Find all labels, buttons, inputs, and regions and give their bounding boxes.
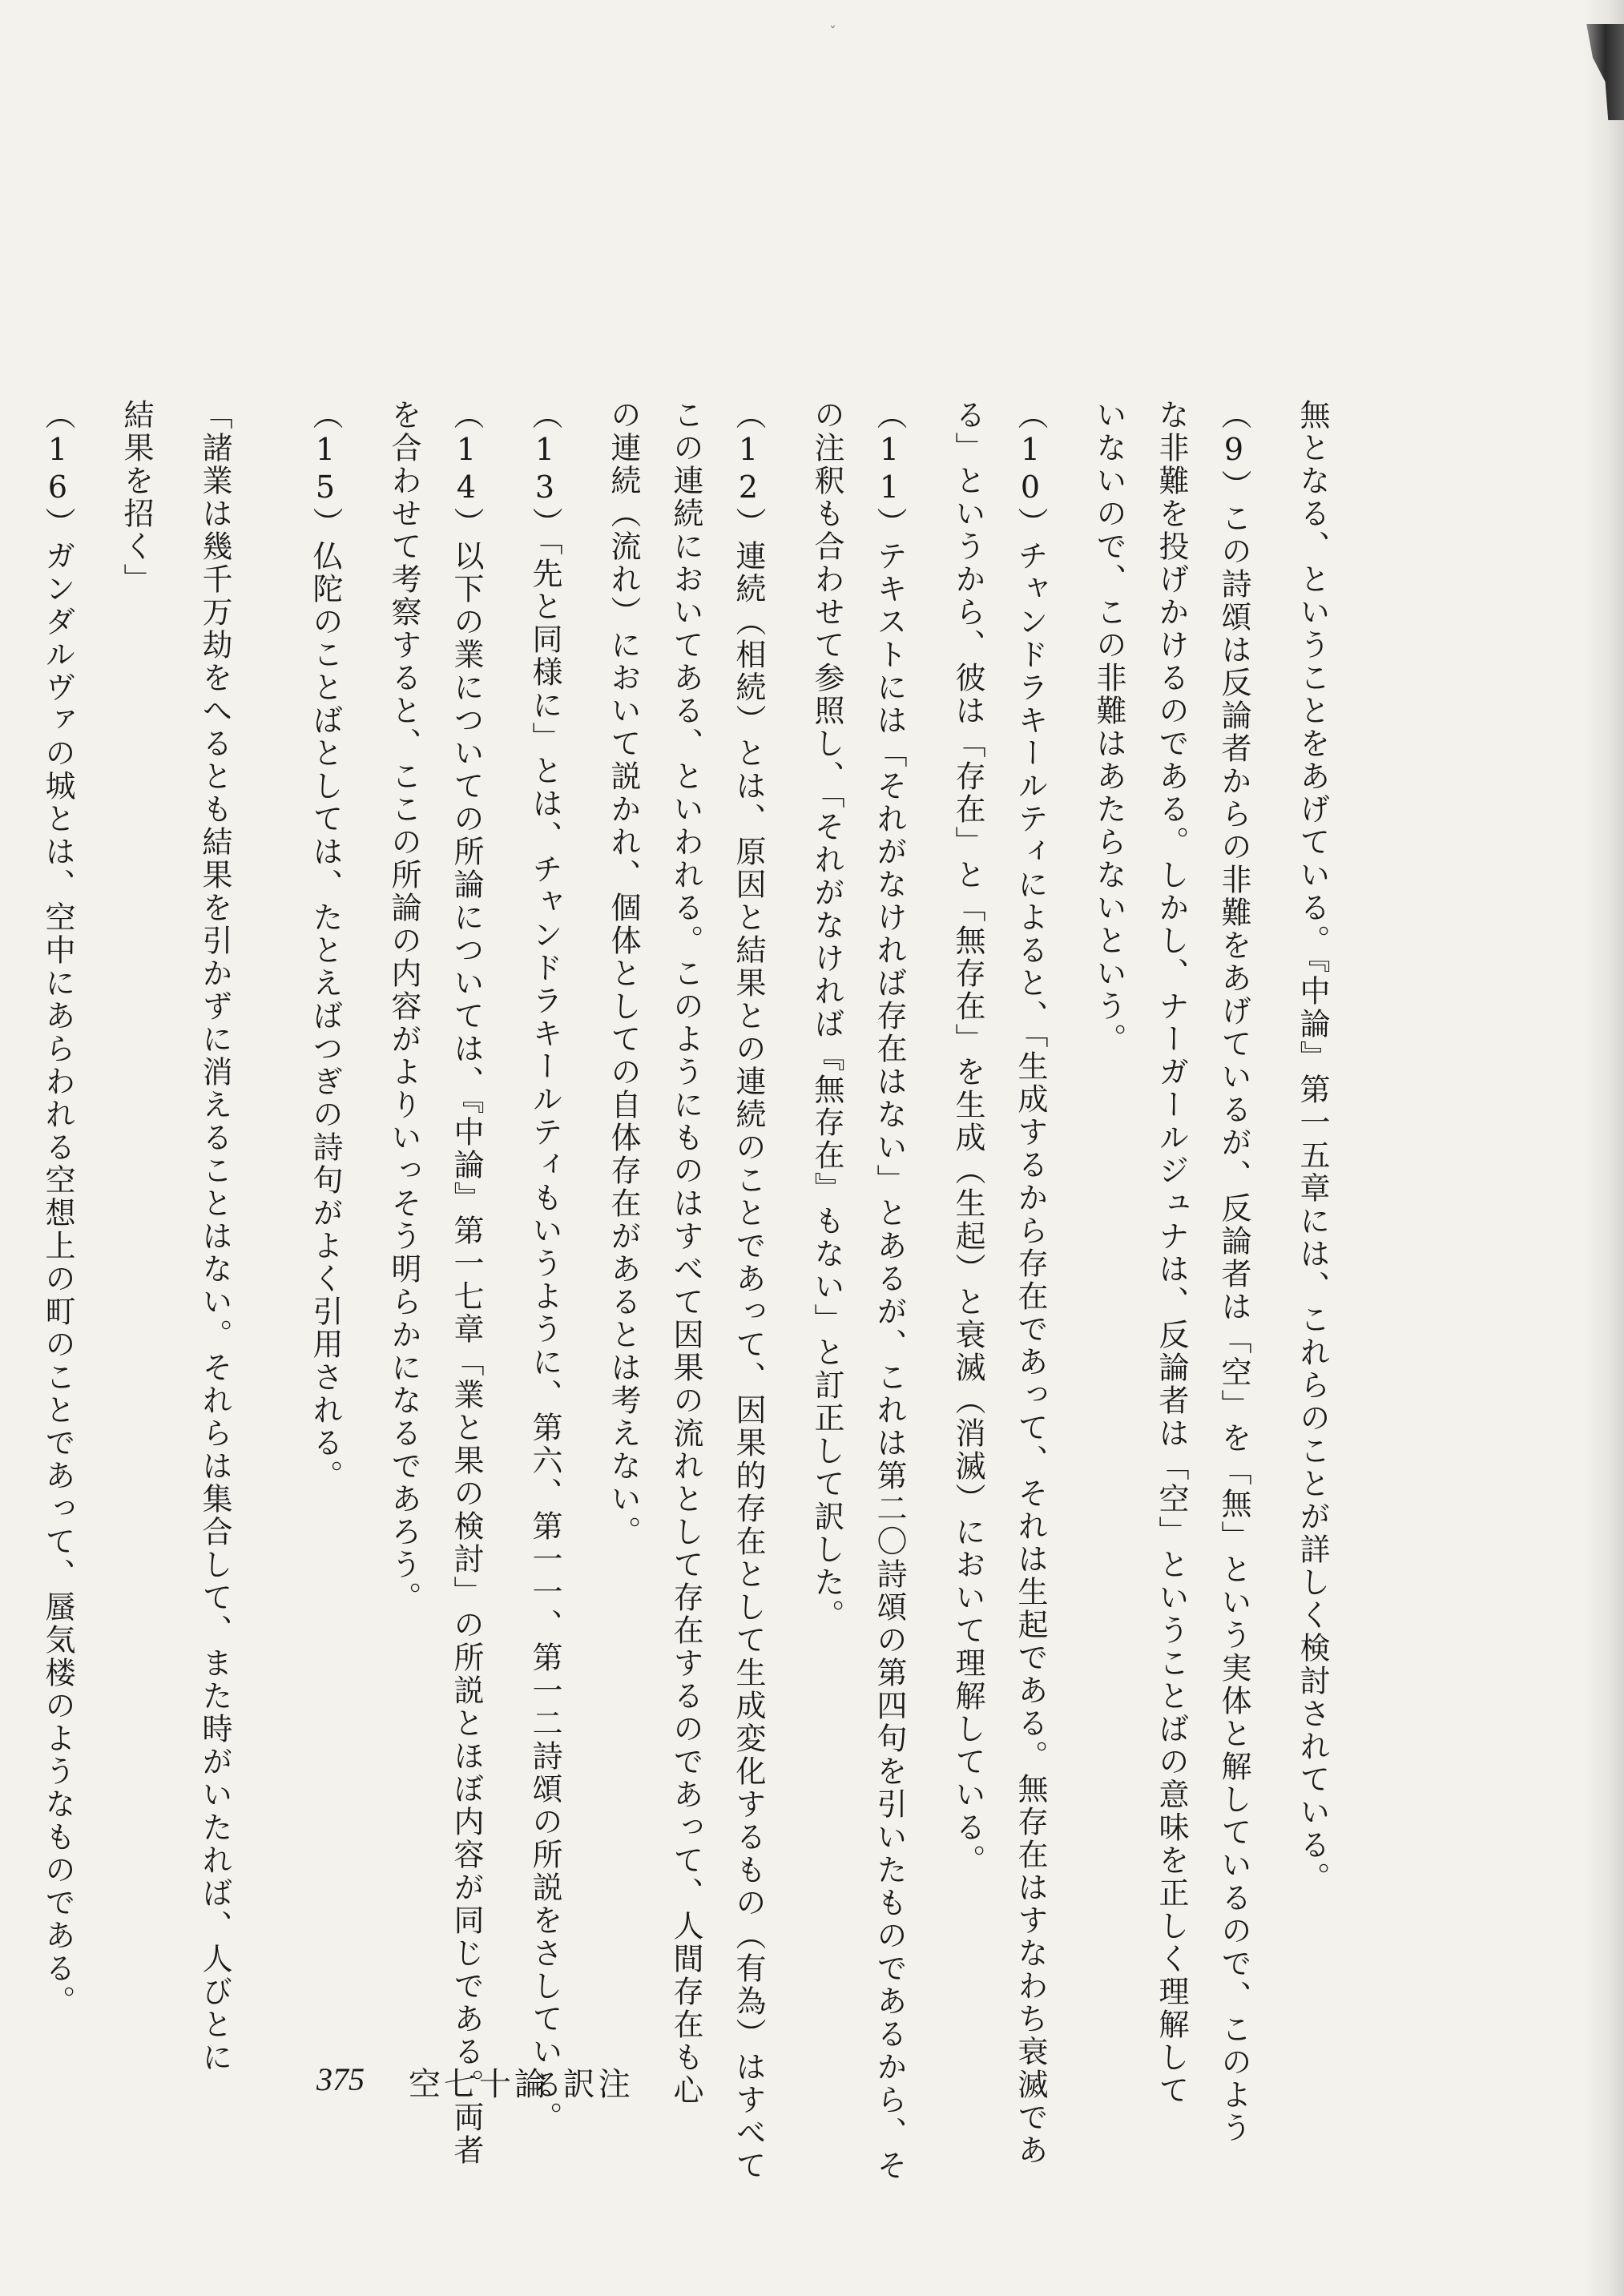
running-head: 空七十論 訳注: [409, 2066, 634, 2103]
note-line: （16）ガンダルヴァの城とは、空中にあらわれる空想上の町のことであって、蜃気楼のようなものである。: [40, 399, 75, 2018]
page-edge-shadow: [1582, 0, 1624, 2296]
note-line: （10）チャンドラキールティによると、「生成するから存在であって、それは生起である。無存在はすなわち衰滅であ: [1013, 399, 1048, 2167]
scan-mark: ˇ: [829, 24, 836, 41]
note-line-continuation: の注釈も合わせて参照し、「それがなければ『無存在』もない」と訂正して訳した。: [809, 399, 844, 1632]
note-line-continuation: 無となる、ということをあげている。『中論』第一五章には、これらのことが詳しく検討されている。: [1295, 399, 1330, 1895]
note-line: （11）テキストには「それがなければ存在はない」とあるが、これは第二〇詩頌の第四句を引いたものであるから、そ: [872, 399, 907, 2182]
note-line-continuation: を合わせて考察すると、ここの所論の内容がよりいっそう明らかになるであろう。: [386, 399, 421, 1614]
note-line-continuation: 結果を招く」: [119, 399, 154, 596]
note-line: （9）この詩頌は反論者からの非難をあげているが、反論者は「空」を「無」という実体と解しているので、このよう: [1216, 399, 1251, 2145]
note-line-continuation: る」というから、彼は「存在」と「無存在」を生成（生起）と衰滅（消滅）において理解している。: [950, 399, 985, 1877]
note-line: （13）「先と同様に」とは、チャンドラキールティもいうように、第六、第一一、第一二詩頌の所説をさしている。: [527, 399, 562, 2134]
note-line-continuation: この連続においてある、といわれる。このようにものはすべて因果の流れとして存在するのであって、人間存在も心: [668, 399, 703, 2107]
note-line-continuation: の連続（流れ）において説かれ、個体としての自体存在があるとは考えない。: [606, 399, 641, 1549]
note-line: （15）仏陀のことばとしては、たとえばつぎの詩句がよく引用される。: [308, 399, 343, 1492]
note-line-continuation: な非難を投げかけるのである。しかし、ナーガールジュナは、反論者は「空」ということばの意味を正しく理解して: [1154, 399, 1189, 2107]
note-line-continuation: 「諸業は幾千万劫をへるとも結果を引かずに消えることはない。それらは集合して、また時がいたれば、人びとに: [197, 399, 232, 2074]
note-line-continuation: いないので、この非難はあたらないという。: [1091, 399, 1126, 1056]
note-line: [0, 399, 26, 2065]
note-line: （14）以下の業についての所論については、『中論』第一七章「業と果の検討」の所説とほぼ内容が同じである。両者: [449, 399, 484, 2167]
page-number: 375: [316, 2061, 365, 2097]
note-line: （12）連続（相続）とは、原因と結果との連続のことであって、因果的存在として生成変化するもの（有為）はすべて: [731, 399, 766, 2182]
